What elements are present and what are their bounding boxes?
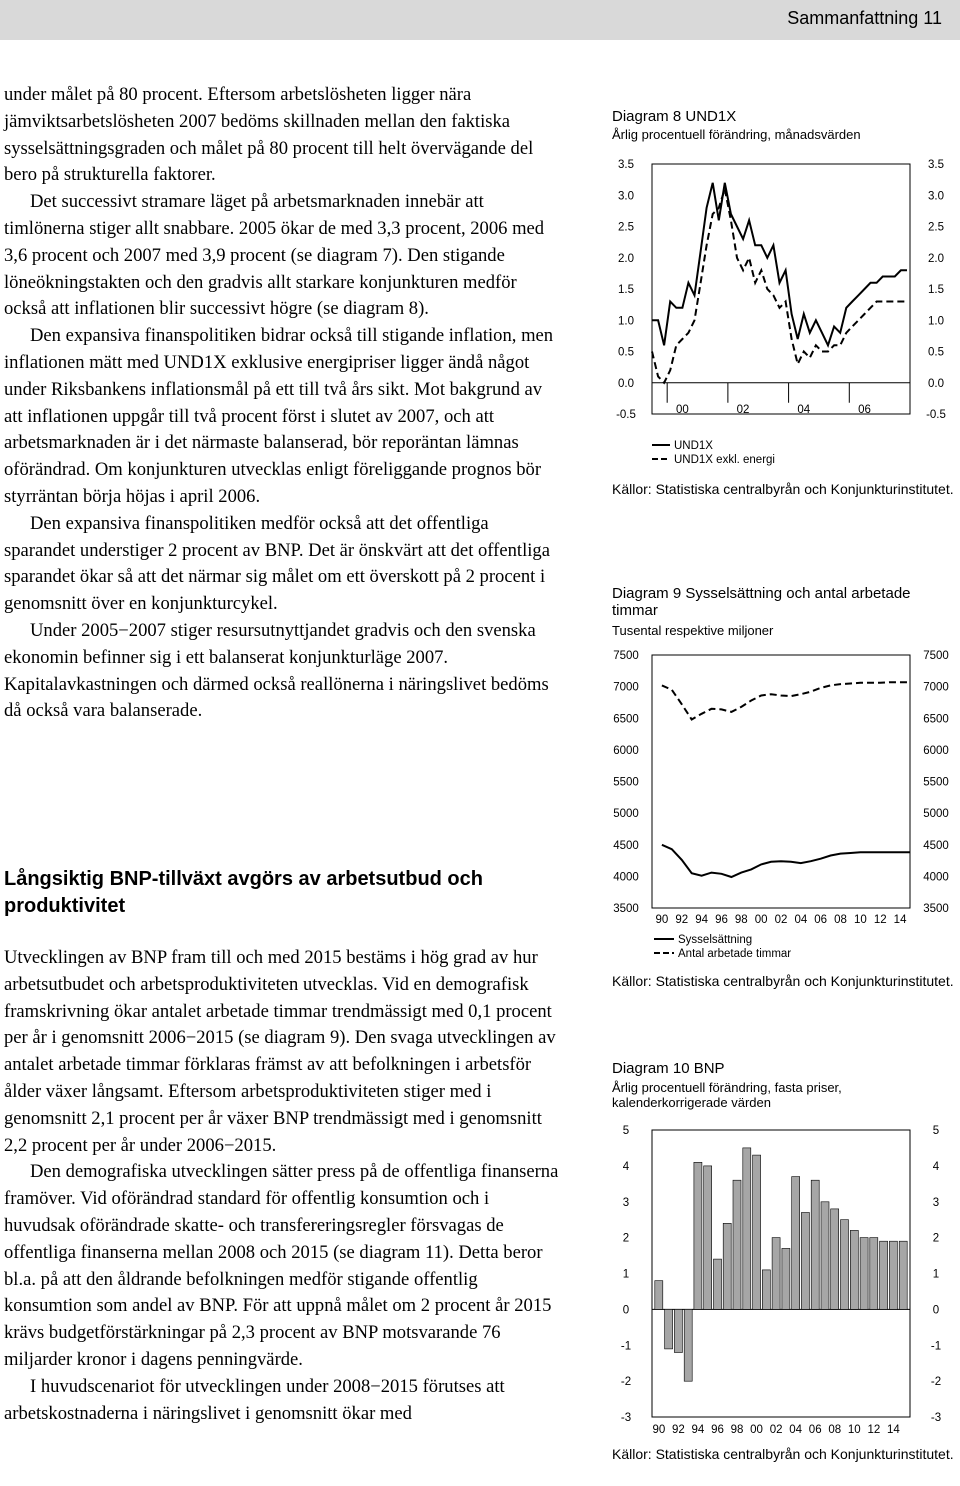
y-tick-label-right: 1.0	[928, 315, 944, 328]
y-tick-label-left: 6000	[613, 744, 639, 757]
bar-2015	[899, 1241, 907, 1309]
x-tick-label: 98	[730, 1424, 744, 1436]
bar-2011	[860, 1238, 868, 1310]
bar-2002	[772, 1238, 780, 1310]
bar-2012	[870, 1238, 878, 1310]
x-tick-label: 10	[853, 914, 867, 926]
y-tick-label-right: 4	[932, 1160, 940, 1173]
paragraph: Det successivt stramare läget på arbetsmarknaden innebär att timlönerna stiger allt snabbare. 2005 ökar de med 3,3 procent, 2006 med 3,6 procent och 2007 med 3,9 procent (se diagram 7). Den stigande löneökningstakten och den gradvis allt starkare konjunkturen medför också att inflationen blir successivt högre (se diagram 8).	[4, 191, 545, 320]
body-text-bottom	[4, 945, 560, 1427]
y-tick-label-right: 2.0	[928, 252, 944, 265]
y-tick-label-left: -1	[620, 1340, 632, 1353]
diagram-8-source: Källor: Statistiska centralbyrån och Konjunkturinstitutet.	[612, 481, 954, 497]
bar-1997	[723, 1223, 731, 1309]
body-text-top	[4, 82, 560, 725]
diagram-8-subtitle: Årlig procentuell förändring, månadsvärden	[612, 127, 861, 142]
paragraph: Den expansiva finanspolitiken bidrar också till stigande inflation, men inflationen mätt med UND1X exklusive energipriser ligger ändå något under Riksbankens inflationsmål på ett till två års sikt. Mot bakgrund av att inflationen uppgår till två procent först i slutet av 2007, och att arbetsmarknaden är i det närmaste balanserad, bör reporäntan lämnas oförändrad. Om konjunkturen utvecklas enligt föreliggande prognos bör styrräntan börja höjas i april 2006.	[4, 325, 554, 507]
y-tick-label-left: 3	[622, 1196, 630, 1209]
y-tick-label-right: 1	[932, 1268, 940, 1281]
bar-1996	[714, 1259, 722, 1309]
y-tick-label-left: 4	[622, 1160, 630, 1173]
y-tick-label-right: -3	[930, 1412, 942, 1424]
y-tick-label-left: 5000	[613, 808, 639, 821]
bar-2007	[821, 1202, 829, 1310]
y-tick-label-left: 7500	[613, 650, 639, 662]
paragraph: Den expansiva finanspolitiken medför också att det offentliga sparandet understiger 2 procent av BNP. Det är önskvärt att det offentliga sparandet ökar så att det närmar sig målet om ett överskott på 2 procent i genomsnitt över en konjunkturcykel.	[4, 512, 550, 615]
x-tick-label: 14	[886, 1424, 900, 1436]
x-tick-label: 10	[847, 1424, 861, 1436]
y-tick-label-right: 1.5	[928, 284, 944, 296]
x-tick-label: 14	[893, 914, 907, 926]
diagram-10-subtitle: Årlig procentuell förändring, fasta priser, kalenderkorrigerade värden	[612, 1080, 842, 1110]
y-tick-label-right: 7500	[923, 650, 949, 662]
diagram-9-title: Diagram 9 Sysselsättning och antal arbetade timmar	[612, 585, 911, 619]
y-tick-label-right: 5500	[923, 776, 949, 789]
x-tick-label: 04	[797, 403, 811, 416]
y-tick-label-right: 3500	[923, 903, 949, 915]
paragraph: Den demografiska utvecklingen sätter press på de offentliga finanserna framöver. Vid oförändrad standard för offentlig konsumtion och i huvudsak oförändrade skatte- och transfereringsregler försvagas de offentliga finanserna mellan 2008 och 2015 (se diagram 11). Detta beror bl.a. på att den åldrande befolkningen medför stigande offentlig konsumtion som andel av BNP. För att uppnå målet om 2 procent år 2015 krävs budgetförstärkningar på 2,3 procent av BNP motsvarande 76 miljarder kronor i dagens penningvärde.	[4, 1161, 559, 1370]
diagram-10-chart	[600, 1120, 960, 1445]
bar-1993	[684, 1309, 692, 1381]
x-tick-label: 94	[695, 914, 709, 926]
legend-label: Antal arbetade timmar	[678, 948, 792, 960]
series-line-und1x	[652, 183, 907, 345]
y-tick-label-left: 0	[622, 1304, 630, 1317]
bar-2013	[880, 1241, 888, 1309]
bar-1998	[733, 1180, 741, 1309]
x-tick-label: 02	[774, 914, 788, 926]
y-tick-label-right: 3	[932, 1196, 940, 1209]
x-tick-label: 96	[711, 1424, 724, 1436]
y-tick-label-right: 0.5	[928, 346, 944, 359]
section-heading: Långsiktig BNP-tillväxt avgörs av arbetsutbud och produktivitet	[4, 868, 483, 917]
y-tick-label-right: 2	[932, 1232, 940, 1245]
x-tick-label: 90	[655, 914, 669, 926]
series-line-sysselsattning	[662, 845, 910, 877]
bar-2014	[889, 1241, 897, 1309]
bar-2005	[801, 1213, 809, 1310]
x-tick-label: 04	[794, 914, 808, 926]
bar-2008	[831, 1209, 839, 1309]
y-tick-label-right: 6000	[923, 744, 949, 757]
x-tick-label: 00	[750, 1424, 763, 1436]
y-tick-label-left: 1.0	[618, 315, 634, 328]
x-tick-label: 06	[858, 403, 871, 416]
diagram-10-source: Källor: Statistiska centralbyrån och Konjunkturinstitutet.	[612, 1446, 954, 1462]
x-tick-label: 00	[675, 403, 689, 416]
bar-2001	[762, 1270, 770, 1310]
x-tick-label: 02	[769, 1424, 783, 1436]
y-tick-label-right: -1	[930, 1340, 942, 1353]
y-tick-label-right: 7000	[923, 681, 949, 694]
diagram-9-subtitle: Tusental respektive miljoner	[612, 623, 774, 638]
x-tick-label: 12	[873, 914, 887, 926]
x-tick-label: 92	[671, 1424, 685, 1436]
legend-label: UND1X	[674, 440, 713, 452]
y-tick-label-left: -3	[620, 1412, 632, 1424]
x-tick-label: 04	[789, 1424, 803, 1436]
x-tick-label: 90	[652, 1424, 666, 1436]
y-tick-label-left: 0.5	[618, 346, 634, 359]
y-tick-label-left: 1	[622, 1268, 630, 1281]
y-tick-label-right: 3.5	[928, 159, 944, 171]
x-tick-label: 00	[754, 914, 768, 926]
y-tick-label-left: 3.5	[618, 159, 634, 171]
bar-1990	[655, 1281, 663, 1310]
y-tick-label-left: 3500	[613, 903, 639, 915]
y-tick-label-right: 0.0	[928, 377, 944, 390]
legend-label: Sysselsättning	[678, 934, 753, 946]
y-tick-label-left: -0.5	[616, 409, 636, 421]
paragraph: under målet på 80 procent. Eftersom arbetslösheten ligger nära jämviktsarbetslösheten 2007 bedöms skillnaden mellan den faktiska sysselsättningsgraden och målet på 80 procent till helt övervägande del bero på strukturella faktorer.	[4, 84, 534, 186]
plot-frame	[652, 655, 910, 908]
page-header-text: Sammanfattning 11	[787, 8, 942, 28]
y-tick-label-left: 6500	[613, 713, 639, 726]
diagram-8-title: Diagram 8 UND1X	[612, 108, 737, 125]
y-tick-label-right: 6500	[923, 713, 949, 726]
y-tick-label-left: 2.0	[618, 252, 634, 265]
y-tick-label-left: 1.5	[618, 284, 634, 296]
bar-2006	[811, 1180, 819, 1309]
y-tick-label-right: 0	[932, 1304, 940, 1317]
x-tick-label: 96	[715, 914, 728, 926]
y-tick-label-left: 3.0	[618, 190, 634, 203]
x-tick-label: 92	[675, 914, 689, 926]
bar-1994	[694, 1162, 702, 1309]
y-tick-label-right: 5000	[923, 808, 949, 821]
y-tick-label-left: 2.5	[618, 221, 634, 234]
y-tick-label-left: 0.0	[618, 377, 634, 390]
bar-2003	[782, 1248, 790, 1309]
bar-2004	[792, 1177, 800, 1310]
diagram-10-title: Diagram 10 BNP	[612, 1060, 725, 1077]
x-tick-label: 08	[828, 1424, 842, 1436]
y-tick-label-right: 2.5	[928, 221, 944, 234]
paragraph: Under 2005−2007 stiger resursutnyttjandet gradvis och den svenska ekonomin befinner sig i ett balanserat konjunkturläge 2007. Kapitalavkastningen och därmed också reallönerna i näringslivet bedöms då också vara balanserade.	[4, 619, 549, 722]
bar-1995	[704, 1166, 712, 1310]
y-tick-label-right: -2	[930, 1376, 942, 1389]
bar-1999	[743, 1148, 751, 1309]
bar-2009	[841, 1220, 849, 1310]
y-tick-label-left: 4500	[613, 839, 639, 852]
legend-label: UND1X exkl. energi	[674, 454, 775, 466]
diagram-8-chart	[600, 150, 960, 470]
bar-1992	[674, 1309, 682, 1352]
y-tick-label-left: 7000	[613, 681, 639, 694]
x-tick-label: 94	[691, 1424, 705, 1436]
y-tick-label-left: 2	[622, 1232, 630, 1245]
x-tick-label: 06	[808, 1424, 822, 1436]
x-tick-label: 98	[734, 914, 748, 926]
bar-2010	[850, 1230, 858, 1309]
y-tick-label-left: -2	[620, 1376, 632, 1389]
y-tick-label-left: 5500	[613, 776, 639, 789]
diagram-9-source: Källor: Statistiska centralbyrån och Konjunkturinstitutet.	[612, 973, 954, 989]
y-tick-label-right: 4000	[923, 871, 949, 884]
y-tick-label-right: -0.5	[926, 409, 946, 421]
paragraph: Utvecklingen av BNP fram till och med 2015 bestäms i hög grad av hur arbetsutbudet och arbetsproduktiviteten utvecklas. Vid en demografisk framskrivning ökar antalet arbetade timmar trendmässigt med 0,1 procent per år i genomsnitt 2006−2015 (se diagram 9). Den svaga utvecklingen av antalet arbetade timmar förklaras främst av att befolkningen i arbetsför ålder växer långsamt. Eftersom arbetsproduktiviteten stiger med i genomsnitt 2,1 procent per år växer BNP trendmässigt med i genomsnitt 2,2 procent per år under 2006−2015.	[4, 947, 556, 1156]
y-tick-label-left: 4000	[613, 871, 639, 884]
x-tick-label: 06	[814, 914, 828, 926]
x-tick-label: 02	[736, 403, 750, 416]
y-tick-label-right: 3.0	[928, 190, 944, 203]
bar-1991	[665, 1309, 673, 1349]
y-tick-label-left: 5	[622, 1125, 630, 1137]
y-tick-label-right: 4500	[923, 839, 949, 852]
bar-2000	[753, 1155, 761, 1309]
x-tick-label: 12	[867, 1424, 881, 1436]
paragraph: I huvudscenariot för utvecklingen under 2008−2015 förutses att arbetskostnaderna i näringslivet i genomsnitt ökar med	[4, 1375, 505, 1424]
series-line-antal-arbetade-timmar	[662, 682, 910, 719]
x-tick-label: 08	[834, 914, 847, 926]
diagram-9-chart	[600, 645, 960, 970]
page-header	[0, 0, 960, 40]
y-tick-label-right: 5	[932, 1125, 940, 1137]
